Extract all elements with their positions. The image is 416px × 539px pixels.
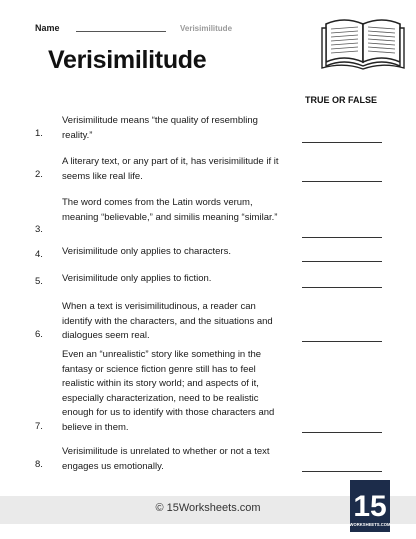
answer-column-header: TRUE OR FALSE	[305, 95, 378, 105]
question-number-8: 8.	[35, 459, 43, 470]
open-book-icon	[320, 10, 406, 70]
logo-number: 15	[353, 490, 387, 523]
question-number-2: 2.	[35, 169, 43, 180]
answer-line-6[interactable]	[302, 341, 382, 342]
name-line[interactable]	[76, 31, 166, 32]
question-text-8: Verisimilitude is unrelated to whether or not a text engages us emotionally.	[62, 446, 270, 472]
question-text-5: Verisimilitude only applies to fiction.	[62, 273, 212, 284]
question-text-3: The word comes from the Latin words verum, meaning “believable,” and similis meaning “similar.”	[62, 197, 278, 223]
answer-line-4[interactable]	[302, 261, 382, 262]
question-text-6: When a text is verisimilitudinous, a reader can identify with the characters, and the situations and dialogues seem real.	[62, 301, 273, 341]
question-number-6: 6.	[35, 329, 43, 340]
answer-line-1[interactable]	[302, 142, 382, 143]
logo-word: WORKSHEETS.COM	[350, 522, 390, 527]
question-number-3: 3.	[35, 224, 43, 235]
question-number-7: 7.	[35, 421, 43, 432]
question-number-4: 4.	[35, 249, 43, 260]
answer-line-7[interactable]	[302, 432, 382, 433]
footer-copyright[interactable]: © 15Worksheets.com	[155, 502, 261, 514]
answer-line-5[interactable]	[302, 287, 382, 288]
question-text-1: Verisimilitude means “the quality of resembling reality.”	[62, 115, 258, 141]
answer-line-3[interactable]	[302, 237, 382, 238]
name-label: Name	[35, 23, 60, 33]
answer-line-8[interactable]	[302, 471, 382, 472]
question-number-5: 5.	[35, 276, 43, 287]
page-title: Verisimilitude	[48, 46, 207, 74]
question-text-2: A literary text, or any part of it, has verisimilitude if it seems like real life.	[62, 156, 279, 182]
question-text-7: Even an “unrealistic” story like something in the fantasy or science fiction genre still has to feel realistic within its story world; and aspects of it, especially characterization, need to be realistic enough for us to identify with those characters and believe in them.	[62, 349, 275, 433]
worksheet-subtitle: Verisimilitude	[180, 24, 233, 33]
worksheets-logo[interactable]	[350, 480, 390, 532]
question-text-4: Verisimilitude only applies to characters.	[62, 246, 231, 257]
question-number-1: 1.	[35, 128, 43, 139]
answer-line-2[interactable]	[302, 181, 382, 182]
